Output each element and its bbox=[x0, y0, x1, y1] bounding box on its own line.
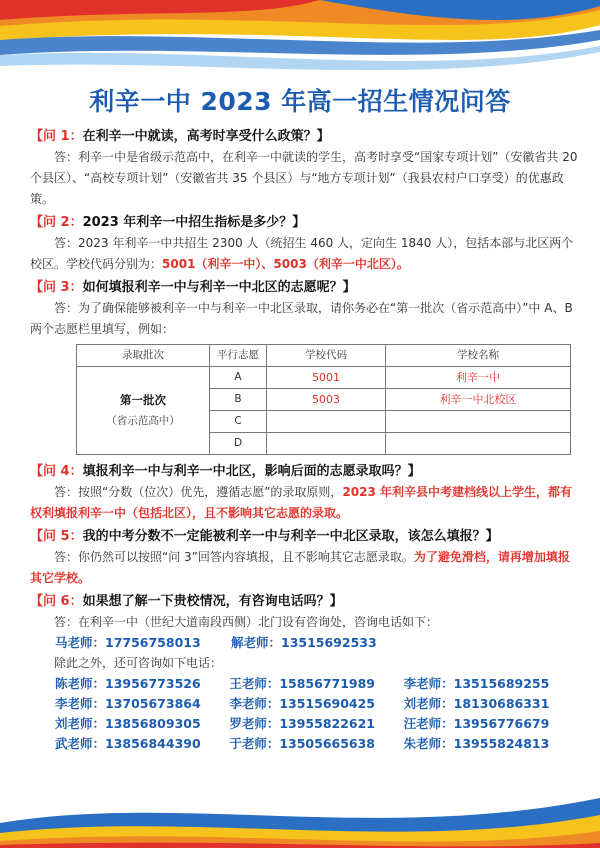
qa-content bbox=[30, 124, 578, 754]
question-text: 如果想了解一下贵校情况，有咨询电话吗？】 bbox=[82, 594, 343, 609]
answer-4 bbox=[30, 482, 578, 524]
question-number: 【问 6： bbox=[30, 594, 83, 609]
code-cell: 5003 bbox=[267, 389, 386, 411]
answer-5 bbox=[30, 547, 578, 589]
question-number: 【问 1： bbox=[30, 129, 83, 144]
contact-row bbox=[30, 714, 578, 734]
answer-text: 答：按照“分数（位次）优先，遵循志愿”的录取原则， bbox=[54, 485, 343, 499]
table-header: 学校代码 bbox=[267, 345, 386, 367]
contact-phone: 李老师：13515690425 bbox=[229, 696, 376, 711]
batch-label: 第一批次 bbox=[120, 392, 166, 407]
contact-row bbox=[30, 633, 578, 653]
slot-cell: A bbox=[210, 367, 267, 389]
school-cell: 利辛一中北校区 bbox=[386, 389, 571, 411]
contact-phone: 刘老师：18130686331 bbox=[403, 696, 550, 711]
school-cell bbox=[386, 433, 571, 455]
answer-6: 答：在利辛一中（世纪大道南段西侧）北门设有咨询处，咨询电话如下： bbox=[54, 615, 439, 629]
school-cell bbox=[386, 411, 571, 433]
question-text: 如何填报利辛一中与利辛一中北区的志愿呢？】 bbox=[82, 280, 356, 295]
contact-phone: 罗老师：13955822621 bbox=[229, 716, 376, 731]
answer-3: 答：为了确保能够被利辛一中与利辛一中北区录取，请你务必在“第一批次（省示范高中）”中 A、B 两个志愿栏里填写，例如： bbox=[30, 301, 573, 336]
question-text: 填报利辛一中与利辛一中北区，影响后面的志愿录取吗？】 bbox=[82, 464, 421, 479]
answer-highlight: 5001（利辛一中）、5003（利辛一中北区）。 bbox=[162, 257, 409, 271]
question-text: 2023 年利辛一中招生指标是多少？】 bbox=[82, 215, 306, 230]
page-title: 利辛一中 2023 年高一招生情况问答 bbox=[89, 87, 511, 116]
table-header: 录取批次 bbox=[77, 345, 210, 367]
contact-phone: 解老师：13515692533 bbox=[231, 635, 377, 650]
contact-phone: 朱老师：13955824813 bbox=[403, 736, 550, 751]
contact-phone: 刘老师：13856809305 bbox=[55, 716, 201, 731]
contact-phone: 陈老师：13956773526 bbox=[55, 676, 201, 691]
contact-list-main bbox=[30, 633, 578, 653]
batch-sub-label: （省示范高中） bbox=[106, 414, 180, 427]
question-number: 【问 5： bbox=[30, 529, 83, 544]
answer-text: 答：2023 年利辛一中共招生 2300 人（统招生 460 人，定向生 1840 人），包括本部与北区两个校区。学校代码分别为： bbox=[30, 236, 574, 271]
contact-row bbox=[30, 694, 578, 714]
question-number: 【问 3： bbox=[30, 280, 83, 295]
contact-list-more bbox=[30, 674, 578, 754]
code-cell bbox=[267, 411, 386, 433]
question-text: 我的中考分数不一定能被利辛一中与利辛一中北区录取，该怎么填报？】 bbox=[82, 529, 499, 544]
answer-text: 答：你仍然可以按照“问 3”回答内容填报，且不影响其它志愿录取。 bbox=[54, 550, 414, 564]
example-table bbox=[76, 344, 571, 455]
code-cell bbox=[267, 433, 386, 455]
also-text: 除此之外，还可咨询如下电话： bbox=[54, 656, 223, 670]
contact-phone: 李老师：13515689255 bbox=[403, 676, 550, 691]
bottom-decoration bbox=[0, 753, 600, 848]
question-6 bbox=[30, 591, 578, 612]
table-header: 平行志愿 bbox=[210, 345, 267, 367]
question-1 bbox=[30, 126, 578, 147]
school-cell: 利辛一中 bbox=[386, 367, 571, 389]
slot-cell: B bbox=[210, 389, 267, 411]
contact-phone: 于老师：13505665638 bbox=[229, 736, 376, 751]
question-2 bbox=[30, 212, 578, 233]
table-header: 学校名称 bbox=[386, 345, 571, 367]
question-3 bbox=[30, 277, 578, 298]
contact-phone: 武老师：13856844390 bbox=[55, 736, 201, 751]
question-5 bbox=[30, 526, 578, 547]
contact-phone: 李老师：13705673864 bbox=[55, 696, 201, 711]
question-text: 在利辛一中就读，高考时享受什么政策？】 bbox=[82, 129, 330, 144]
slot-cell: D bbox=[210, 433, 267, 455]
table-row bbox=[77, 367, 571, 389]
answer-highlight: 为了避免滑档，请再增加填报其它学校。 bbox=[30, 550, 570, 585]
question-number: 【问 4： bbox=[30, 464, 83, 479]
contact-row bbox=[30, 674, 578, 694]
question-number: 【问 2： bbox=[30, 215, 83, 230]
contact-phone: 王老师：15856771989 bbox=[229, 676, 376, 691]
answer-1: 答：利辛一中是省级示范高中，在利辛一中就读的学生，高考时享受“国家专项计划”（安徽省共 20 个县区）、“高校专项计划”（安徽省共 35 个县区）与“地方专项计划”（我县农村户口享受）的优惠政策。 bbox=[30, 150, 578, 206]
contact-phone: 马老师：17756758013 bbox=[55, 635, 201, 650]
contact-phone: 汪老师：13956776679 bbox=[403, 716, 550, 731]
code-cell: 5001 bbox=[267, 367, 386, 389]
slot-cell: C bbox=[210, 411, 267, 433]
contact-row bbox=[30, 734, 578, 754]
question-4 bbox=[30, 461, 578, 482]
answer-2 bbox=[30, 233, 578, 275]
answer-highlight: 2023 年利辛县中考建档线以上学生，都有权利填报利辛一中（包括北区），且不影响其它志愿的录取。 bbox=[30, 485, 573, 520]
batch-cell bbox=[77, 367, 210, 455]
top-decoration bbox=[0, 0, 600, 95]
